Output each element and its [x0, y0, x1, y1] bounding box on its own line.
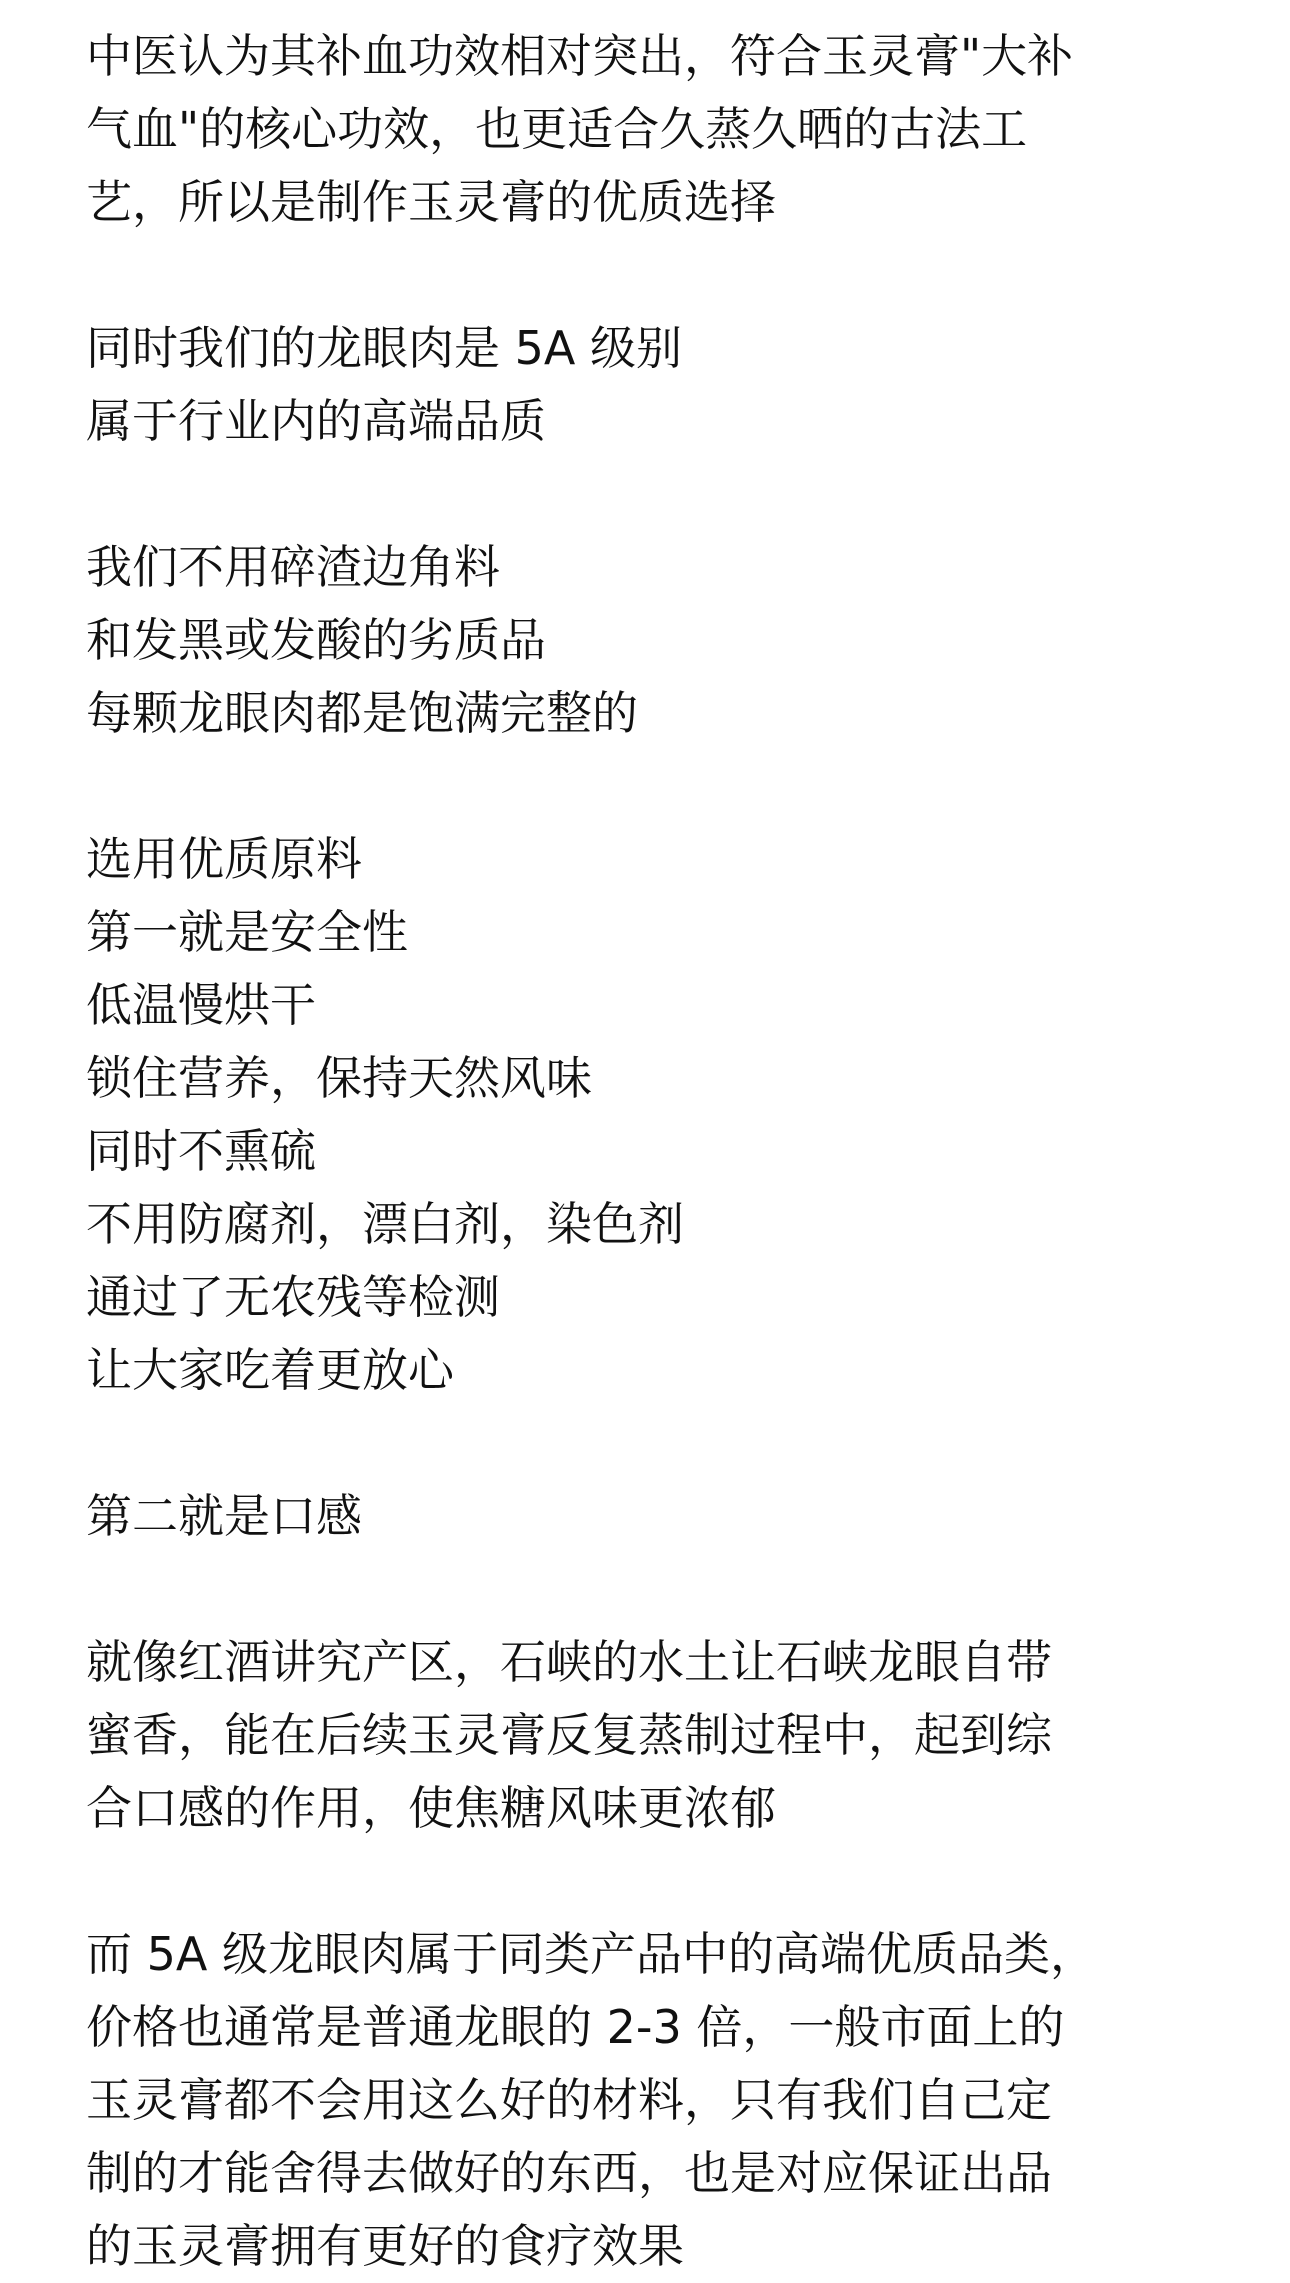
paragraph-line: 合口感的作用，使焦糖风味更浓郁: [86, 1781, 776, 1835]
paragraph-longan-tcm-benefit: [86, 20, 1236, 239]
paragraph-line: 属于行业内的高端品质: [86, 394, 546, 448]
paragraph-line: 锁住营养，保持天然风味: [86, 1051, 592, 1105]
article-body: [86, 20, 1236, 2283]
paragraph-line: 第一就是安全性: [86, 905, 408, 959]
paragraph-spacer: [86, 1407, 1236, 1480]
paragraph-line: 不用防腐剂，漂白剂，染色剂: [86, 1197, 684, 1251]
paragraph-spacer: [86, 1553, 1236, 1626]
paragraph-line: 中医认为其补血功效相对突出，符合玉灵膏"大补: [86, 29, 1074, 83]
paragraph-line: 同时我们的龙眼肉是 5A 级别: [86, 321, 682, 375]
paragraph-spacer: [86, 750, 1236, 823]
paragraph-line: 价格也通常是普通龙眼的 2-3 倍，一般市面上的: [86, 2000, 1065, 2054]
paragraph-line: 每颗龙眼肉都是饱满完整的: [86, 686, 638, 740]
paragraph-line: 玉灵膏都不会用这么好的材料，只有我们自己定: [86, 2073, 1052, 2127]
paragraph-line: 而 5A 级龙眼肉属于同类产品中的高端优质品类，: [86, 1927, 1096, 1981]
paragraph-spacer: [86, 1845, 1236, 1918]
paragraph-line: 和发黑或发酸的劣质品: [86, 613, 546, 667]
paragraph-line: 制的才能舍得去做好的东西，也是对应保证出品: [86, 2146, 1052, 2200]
paragraph-safety: [86, 823, 1236, 1407]
paragraph-spacer: [86, 458, 1236, 531]
paragraph-line: 让大家吃着更放心: [86, 1343, 454, 1397]
paragraph-taste-heading: [86, 1480, 1236, 1553]
paragraph-line: 同时不熏硫: [86, 1124, 316, 1178]
paragraph-spacer: [86, 239, 1236, 312]
paragraph-no-scraps: [86, 531, 1236, 750]
paragraph-line: 第二就是口感: [86, 1489, 362, 1543]
paragraph-line: 的玉灵膏拥有更好的食疗效果: [86, 2219, 684, 2273]
paragraph-line: 就像红酒讲究产区，石峡的水土让石峡龙眼自带: [86, 1635, 1052, 1689]
paragraph-line: 通过了无农残等检测: [86, 1270, 500, 1324]
paragraph-line: 蜜香，能在后续玉灵膏反复蒸制过程中，起到综: [86, 1708, 1052, 1762]
paragraph-line: 我们不用碎渣边角料: [86, 540, 500, 594]
paragraph-line: 选用优质原料: [86, 832, 362, 886]
paragraph-premium-price: [86, 1918, 1236, 2283]
paragraph-5a-grade: [86, 312, 1236, 458]
paragraph-line: 艺，所以是制作玉灵膏的优质选择: [86, 175, 776, 229]
paragraph-terroir: [86, 1626, 1236, 1845]
paragraph-line: 低温慢烘干: [86, 978, 316, 1032]
paragraph-line: 气血"的核心功效，也更适合久蒸久晒的古法工: [86, 102, 1028, 156]
